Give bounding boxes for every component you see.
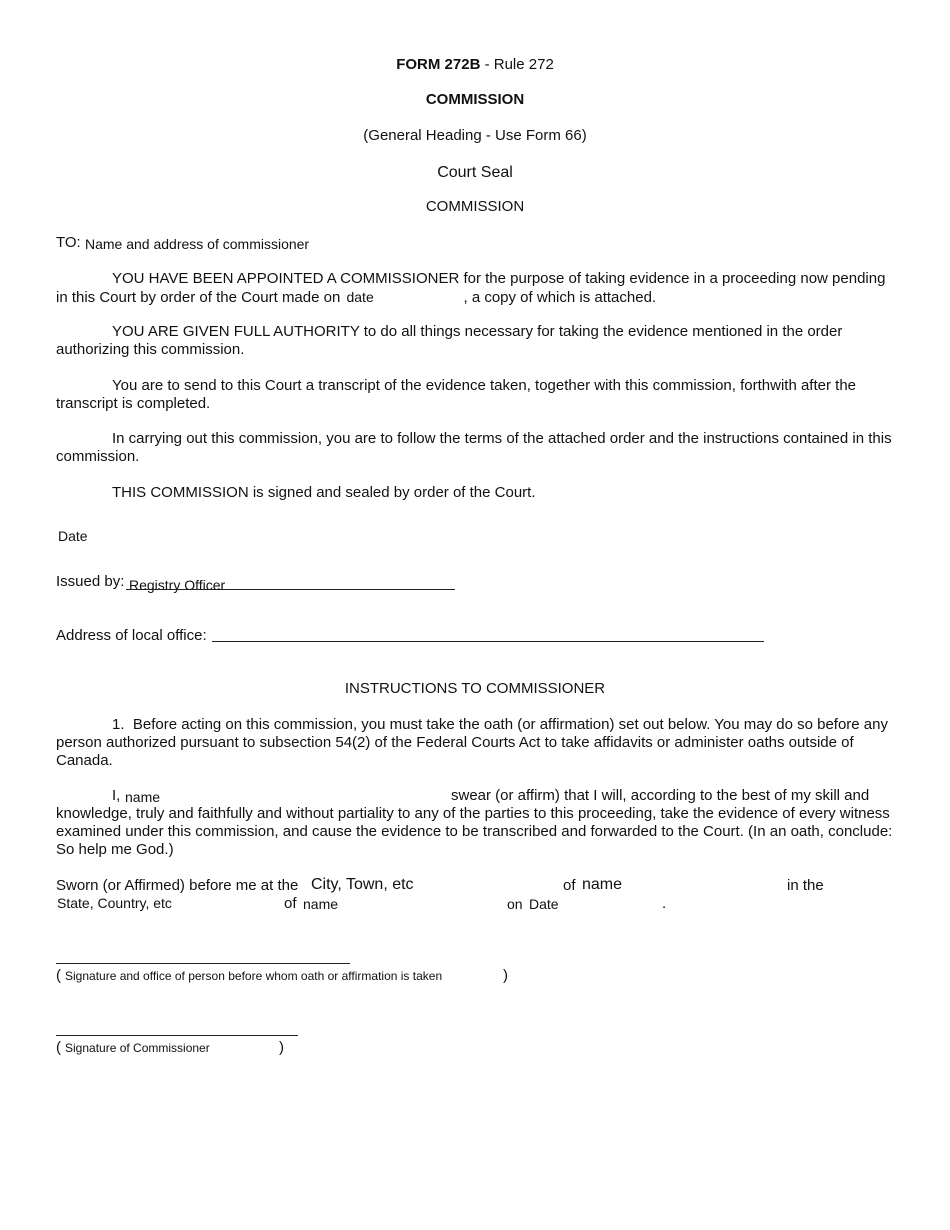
p4-text: In carrying out this commission, you are to follow the terms of the attached order and the instructions contained in this commission. bbox=[56, 430, 892, 465]
form-title bbox=[0, 91, 950, 108]
sworn-of-1: of bbox=[563, 877, 576, 894]
instructions-heading: INSTRUCTIONS TO COMMISSIONER bbox=[344, 680, 606, 697]
issued-by-underline bbox=[126, 589, 455, 590]
paragraph-full-authority bbox=[56, 323, 896, 359]
oath-i: I, bbox=[112, 787, 121, 804]
signature-line-officer[interactable] bbox=[56, 963, 350, 964]
instruction-number: 1. bbox=[112, 716, 125, 733]
form-header bbox=[0, 56, 950, 73]
city-field[interactable]: City, Town, etc bbox=[311, 876, 414, 893]
registry-officer-field[interactable]: Registry Officer bbox=[129, 577, 226, 593]
commission-subtitle: COMMISSION bbox=[425, 198, 525, 215]
order-date-field[interactable]: date bbox=[346, 289, 374, 305]
oath-text: knowledge, truly and faithfully and without partiality to any of the parties to this proceeding, take the evidence of every witness examined under this commission, and cause the evidence to be transcribed and forwarded to the Court. (In an oath, conclude: So help me God.) bbox=[56, 805, 893, 858]
address-local-office-line[interactable] bbox=[212, 641, 764, 642]
sworn-name-field-2[interactable]: name bbox=[303, 896, 339, 912]
paragraph-signed-sealed bbox=[56, 484, 896, 502]
commissioner-name-address-field[interactable]: Name and address of commissioner bbox=[85, 236, 310, 252]
general-heading: (General Heading - Use Form 66) bbox=[363, 127, 587, 144]
sig1-label: Signature and office of person before whom oath or affirmation is taken bbox=[65, 969, 443, 983]
instruction-item-1 bbox=[56, 716, 896, 770]
sig2-label: Signature of Commissioner bbox=[65, 1041, 210, 1055]
sig2-open-paren: ( bbox=[56, 1039, 61, 1056]
oath-name-field[interactable]: name bbox=[125, 789, 161, 805]
court-seal: Court Seal bbox=[437, 164, 513, 181]
form-title-text: COMMISSION bbox=[425, 91, 525, 108]
p2-text: YOU ARE GIVEN FULL AUTHORITY to do all things necessary for taking the evidence mentioned in the order authorizing this commission. bbox=[56, 323, 843, 358]
p5-text: THIS COMMISSION is signed and sealed by order of the Court. bbox=[112, 484, 536, 501]
oath-line1-rest: swear (or affirm) that I will, according to the best of my skill and bbox=[451, 787, 870, 804]
date-field[interactable]: Date bbox=[58, 528, 88, 544]
form-number: FORM 272B bbox=[396, 56, 481, 73]
sig2-close-paren: ) bbox=[279, 1039, 284, 1056]
paragraph-appointed bbox=[56, 270, 896, 307]
sworn-date-field[interactable]: Date bbox=[529, 896, 559, 912]
instruction-item-1-text: Before acting on this commission, you must take the oath (or affirmation) set out below. You may do so before any person authorized pursuant to subsection 54(2) of the Federal Courts Act to take affidavits or administer oaths outside of Canada. bbox=[56, 716, 888, 769]
p1-text-part2: , a copy of which is attached. bbox=[463, 289, 657, 306]
sig1-open-paren: ( bbox=[56, 967, 61, 984]
sworn-period: . bbox=[662, 895, 667, 912]
signature-line-commissioner[interactable] bbox=[56, 1035, 298, 1036]
sig1-close-paren: ) bbox=[503, 967, 508, 984]
paragraph-transcript bbox=[56, 377, 896, 413]
form-rule: - Rule 272 bbox=[480, 56, 554, 73]
sworn-of-2: of bbox=[284, 895, 297, 912]
issued-by-label: Issued by: bbox=[56, 573, 125, 590]
sworn-on: on bbox=[507, 896, 523, 912]
state-field[interactable]: State, Country, etc bbox=[57, 895, 172, 911]
sworn-in-the: in the bbox=[787, 877, 824, 894]
paragraph-carrying-out bbox=[56, 430, 896, 466]
to-label: TO: bbox=[56, 234, 81, 251]
p1-text-part1: YOU HAVE BEEN APPOINTED A COMMISSIONER for the purpose of taking evidence in a proceeding now pending in this Court by order of the Court made on bbox=[56, 270, 886, 306]
address-local-office-label: Address of local office: bbox=[56, 627, 207, 644]
sworn-name-field-1[interactable]: name bbox=[582, 876, 623, 893]
p3-text: You are to send to this Court a transcript of the evidence taken, together with this commission, forthwith after the transcript is completed. bbox=[56, 377, 857, 412]
sworn-label: Sworn (or Affirmed) before me at the bbox=[56, 877, 299, 894]
